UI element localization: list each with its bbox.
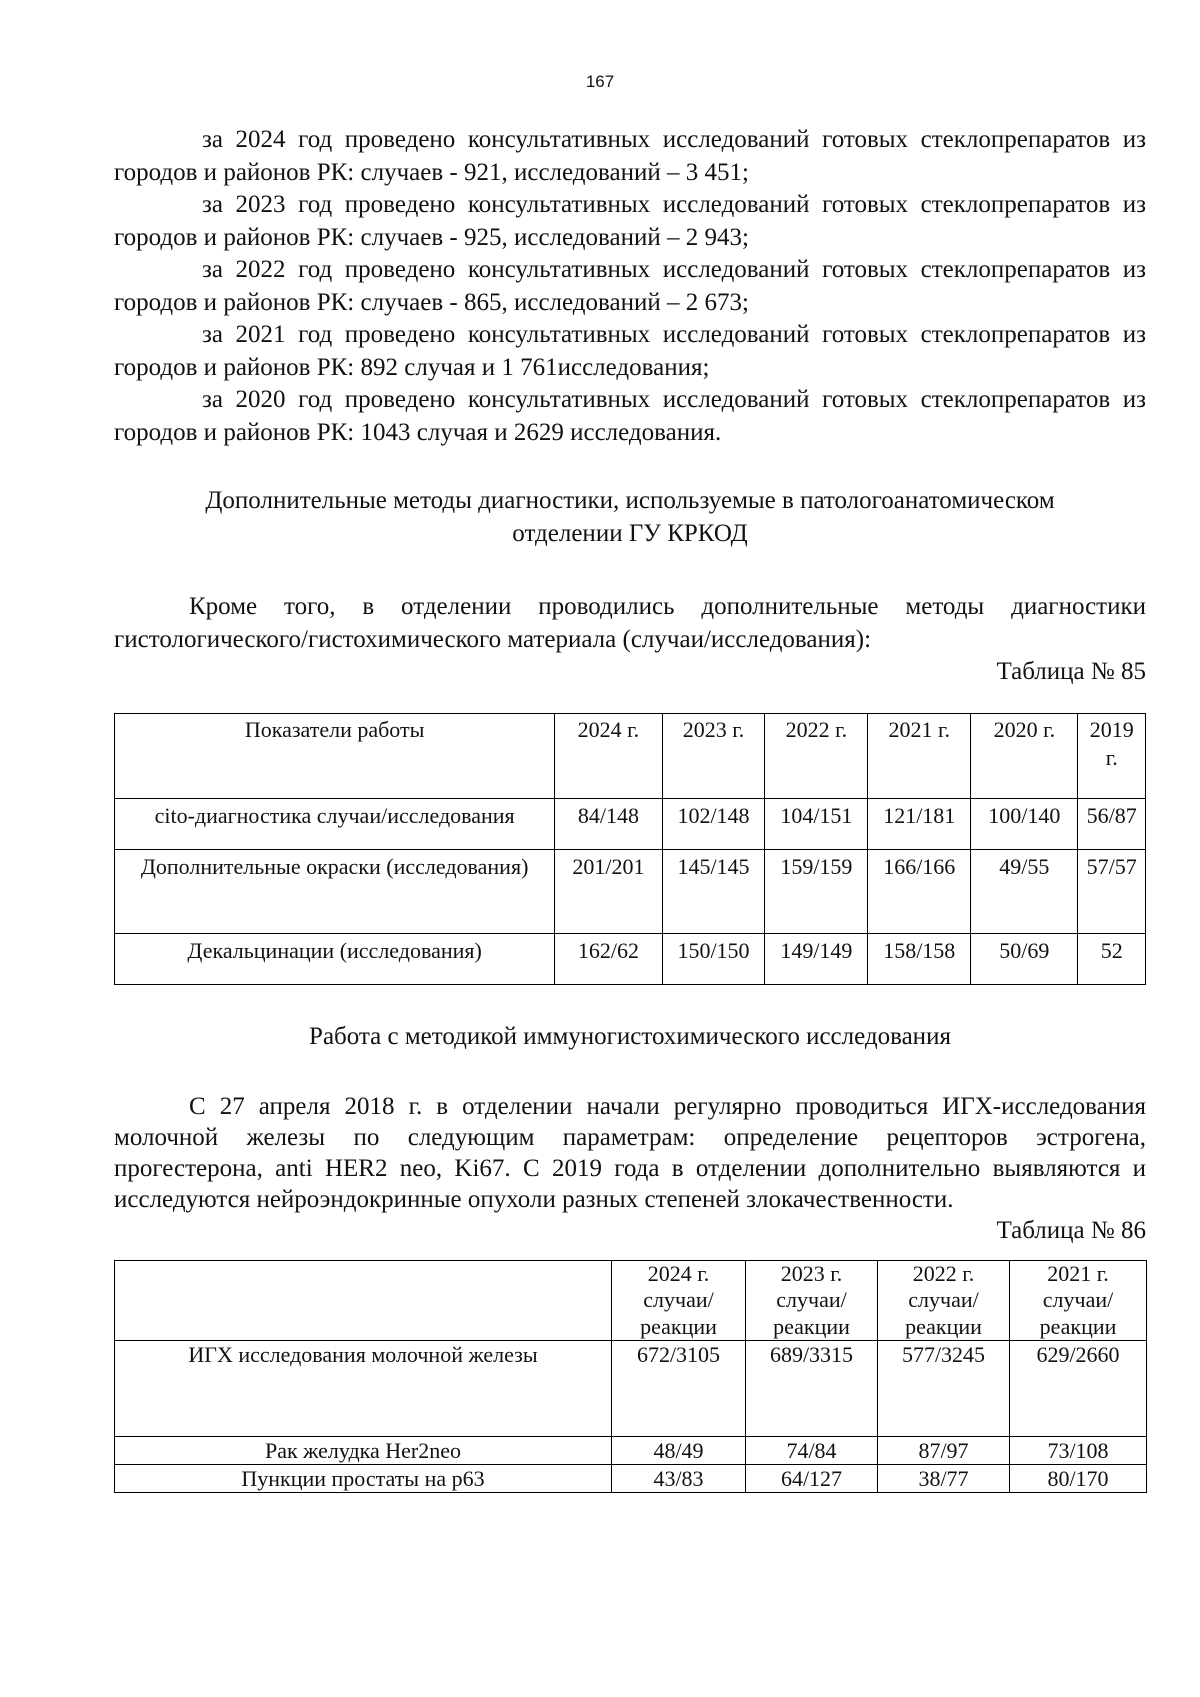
page-content [114, 124, 1146, 1493]
table-cell: 43/83 [612, 1465, 746, 1493]
table-cell: 38/77 [878, 1465, 1010, 1493]
table-86 [114, 1260, 1147, 1494]
table-cell: 100/140 [971, 798, 1078, 849]
table-85 [114, 713, 1146, 985]
table-cell: 87/97 [878, 1437, 1010, 1465]
consult-paragraph: за 2023 год проведено консультативных исследований готовых стеклопрепаратов из городов и районов РК: случаев - 925, исследований – 2 943; [114, 191, 1147, 251]
consult-paragraph: за 2024 год проведено консультативных исследований готовых стеклопрепаратов из городов и районов РК: случаев - 921, исследований – 3 451; [114, 126, 1147, 186]
table-header-row [115, 1260, 1147, 1341]
table-cell: 48/49 [612, 1437, 746, 1465]
table-caption: Таблица № 85 [996, 658, 1146, 685]
table-cell: 577/3245 [878, 1341, 1010, 1437]
section-intro: Кроме того, в отделении проводились дополнительные методы диагностики гистологического/гистохимического материала (случаи/исследования): [114, 593, 1146, 653]
table-cell: 159/159 [765, 849, 868, 933]
section-heading: Работа с методикой иммуногистохимического исследования [309, 1022, 951, 1050]
table-cell: 74/84 [746, 1437, 878, 1465]
consult-paragraph: за 2021 год проведено консультативных исследований готовых стеклопрепаратов из городов и районов РК: 892 случая и 1 761исследования; [114, 321, 1147, 381]
header-cell: 2019 г. [1078, 713, 1146, 798]
table-caption: Таблица № 86 [996, 1217, 1146, 1244]
row-label: Декальцинации (исследования) [115, 933, 555, 984]
table-cell: 150/150 [662, 933, 765, 984]
header-cell: 2021 г. [868, 713, 971, 798]
table-cell: 52 [1078, 933, 1146, 984]
header-cell [115, 1260, 612, 1341]
table-row [115, 798, 1146, 849]
section-paragraph: С 27 апреля 2018 г. в отделении начали регулярно проводиться ИГХ-исследования молочной железы по следующим параметрам: определение рецепторов эстрогена, прогестерона, anti HER2 neo, Ki67. С 2019 года в отделении дополнительно выявляются и исследуются нейроэндокринные опухоли разных степеней злокачественности. [114, 1093, 1146, 1213]
row-label: Рак желудка Her2neo [115, 1437, 612, 1465]
table-cell: 80/170 [1010, 1465, 1147, 1493]
table-cell: 629/2660 [1010, 1341, 1147, 1437]
table-cell: 145/145 [662, 849, 765, 933]
table-row [115, 1465, 1147, 1493]
header-cell: 2023 г. случаи/ реакции [746, 1260, 878, 1341]
table-cell: 84/148 [555, 798, 662, 849]
table-row [115, 849, 1146, 933]
header-cell: 2022 г. случаи/ реакции [878, 1260, 1010, 1341]
table-header-row [115, 713, 1146, 798]
table-row [115, 933, 1146, 984]
table-cell: 50/69 [971, 933, 1078, 984]
table-cell: 201/201 [555, 849, 662, 933]
row-label: Дополнительные окраски (исследования) [115, 849, 555, 933]
page-number: 167 [585, 72, 615, 91]
table-cell: 121/181 [868, 798, 971, 849]
table-cell: 672/3105 [612, 1341, 746, 1437]
table-cell: 49/55 [971, 849, 1078, 933]
header-cell: 2022 г. [765, 713, 868, 798]
consult-list [114, 124, 1146, 449]
table-cell: 689/3315 [746, 1341, 878, 1437]
table-cell: 56/87 [1078, 798, 1146, 849]
header-cell: 2023 г. [662, 713, 765, 798]
table-row [115, 1437, 1147, 1465]
header-cell: 2024 г. [555, 713, 662, 798]
section-heading: Дополнительные методы диагностики, используемые в патологоанатомическом отделении ГУ КРКОД [205, 487, 1055, 547]
row-label: ИГХ исследования молочной железы [115, 1341, 612, 1437]
table-cell: 57/57 [1078, 849, 1146, 933]
table-cell: 102/148 [662, 798, 765, 849]
table-cell: 166/166 [868, 849, 971, 933]
row-label: Пункции простаты на р63 [115, 1465, 612, 1493]
table-cell: 158/158 [868, 933, 971, 984]
header-cell: 2020 г. [971, 713, 1078, 798]
header-cell: 2024 г. случаи/ реакции [612, 1260, 746, 1341]
table-cell: 104/151 [765, 798, 868, 849]
table-cell: 149/149 [765, 933, 868, 984]
row-label: cito-диагностика случаи/исследования [115, 798, 555, 849]
table-row [115, 1341, 1147, 1437]
header-cell: 2021 г. случаи/ реакции [1010, 1260, 1147, 1341]
consult-paragraph: за 2020 год проведено консультативных исследований готовых стеклопрепаратов из городов и районов РК: 1043 случая и 2629 исследования. [114, 386, 1147, 446]
consult-paragraph: за 2022 год проведено консультативных исследований готовых стеклопрепаратов из городов и районов РК: случаев - 865, исследований – 2 673; [114, 256, 1147, 316]
table-cell: 64/127 [746, 1465, 878, 1493]
header-cell: Показатели работы [115, 713, 555, 798]
table-cell: 162/62 [555, 933, 662, 984]
table-cell: 73/108 [1010, 1437, 1147, 1465]
